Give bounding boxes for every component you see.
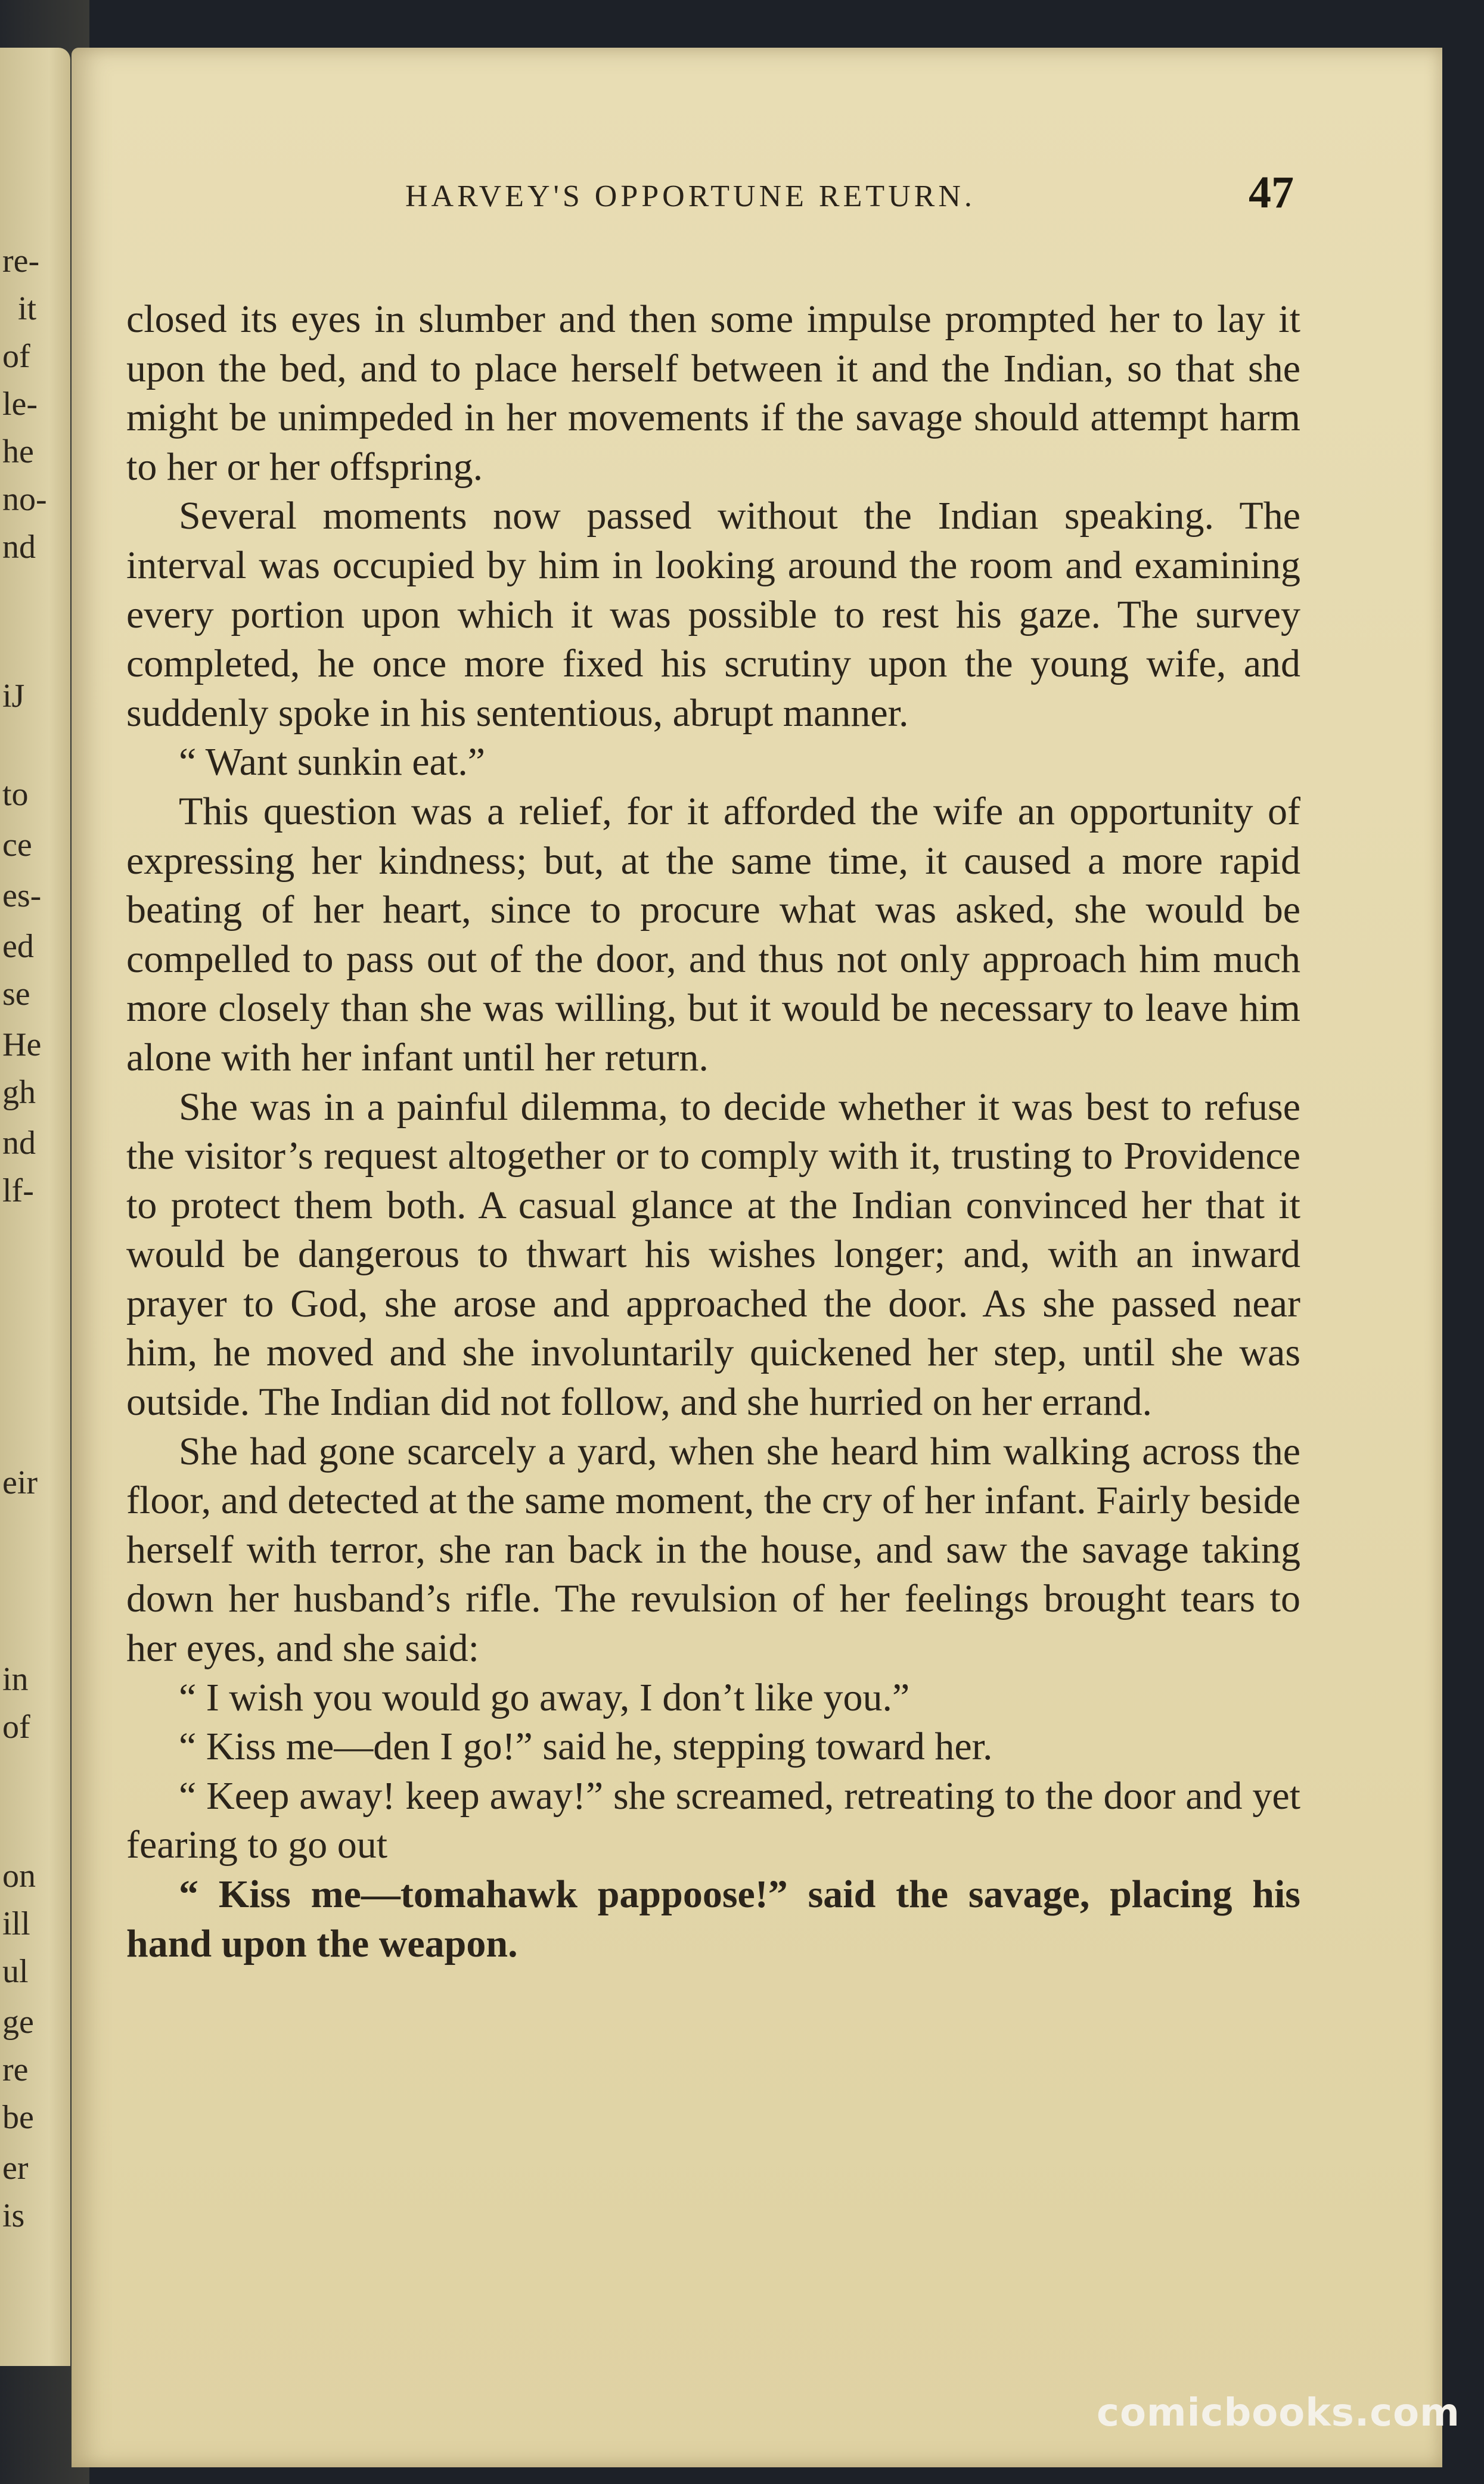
facing-page-fragment: no- [2, 481, 47, 518]
paragraph: She was in a painful dilemma, to decide whether it was best to refuse the visitor’s request altogether or to comply with it, trusting to Providence to protect them both. A casual glance at the Indian convinced her that it would be dangerous to thwart his wishes longer; and, with an inward prayer to God, she arose and approached the door. As she passed near him, he moved and she involuntarily quickened her step, until she was outside. The Indian did not follow, and she hurried on her errand. [126, 1085, 1300, 1424]
facing-page-fragment: ill [2, 1905, 30, 1942]
facing-page-fragment: es- [2, 877, 42, 914]
facing-page-fragment: iJ [2, 678, 25, 715]
facing-page-fragment: be [2, 2099, 34, 2136]
watermark: comicbooks.com [1097, 2391, 1460, 2435]
facing-page-fragment: lf- [2, 1172, 34, 1209]
facing-page-fragment: it [18, 290, 37, 327]
facing-page-fragment: nd [2, 1125, 36, 1162]
facing-page-fragment: er [2, 2150, 29, 2187]
facing-page-fragment: in [2, 1661, 29, 1698]
facing-page-fragment: ed [2, 928, 34, 965]
facing-page-edge [0, 48, 70, 2366]
facing-page-fragment: is [2, 2197, 25, 2234]
page-number: 47 [1249, 167, 1294, 218]
facing-page-fragment: ul [2, 1953, 29, 1990]
facing-page-fragment: to [2, 776, 29, 813]
facing-page-fragment: he [2, 433, 34, 470]
paragraph: closed its eyes in slumber and then some impulse prompted her to lay it upon the bed, and to place herself between it and the Indian, so that she might be unimpeded in her movements if the savage should attempt harm to her or her offspring. [126, 297, 1300, 489]
facing-page-fragment: of [2, 1709, 30, 1746]
facing-page-fragment: ce [2, 827, 32, 864]
running-header: HARVEY'S OPPORTUNE RETURN. [405, 179, 976, 213]
paragraph: Several moments now passed without the Indian speaking. The interval was occupied by him in looking around the room and examining every portion upon which it was possible to rest his gaze. The survey completed, he once more fixed his scrutiny upon the young wife, and suddenly spoke in his sententious, abrupt manner. [126, 494, 1300, 735]
page-body [126, 295, 1300, 1968]
facing-page-fragment: of [2, 338, 30, 375]
paragraph: “ Kiss me—den I go!” said he, stepping toward her. [179, 1725, 993, 1769]
facing-page-fragment: re [2, 2051, 29, 2088]
paragraph: She had gone scarcely a yard, when she heard him walking across the floor, and detected at the same moment, the cry of her infant. Fairly beside herself with terror, she ran back in the house, and saw the savage taking down her husband’s rifle. The revulsion of her feelings brought tears to her eyes, and she said: [126, 1429, 1300, 1671]
paragraph: “ Kiss me—tomahawk pappoose!” said the savage, placing his hand upon the weapon. [126, 1873, 1300, 1966]
paragraph: “ Keep away! keep away!” she screamed, retreating to the door and yet fearing to go out [126, 1774, 1300, 1867]
facing-page-fragment: ge [2, 2004, 34, 2041]
facing-page-fragment: nd [2, 529, 36, 566]
paragraph: This question was a relief, for it afforded the wife an opportunity of expressing her kindness; but, at the same time, it caused a more rapid beating of her heart, since to procure what was asked, she would be compelled to pass out of the door, and thus not only approach him much more closely than she was willing, but it would be necessary to leave him alone with her infant until her return. [126, 789, 1300, 1079]
book-page [72, 48, 1442, 2467]
facing-page-fragment: on [2, 1858, 36, 1895]
facing-page-fragment: se [2, 976, 30, 1013]
facing-page-fragment: He [2, 1026, 42, 1063]
paragraph: “ I wish you would go away, I don’t like you.” [179, 1675, 910, 1719]
facing-page-fragment: le- [2, 386, 38, 423]
facing-page-fragment: re- [2, 243, 40, 280]
paragraph: “ Want sunkin eat.” [179, 740, 485, 784]
facing-page-fragment: gh [2, 1074, 36, 1111]
facing-page-fragment: eir [2, 1464, 38, 1501]
